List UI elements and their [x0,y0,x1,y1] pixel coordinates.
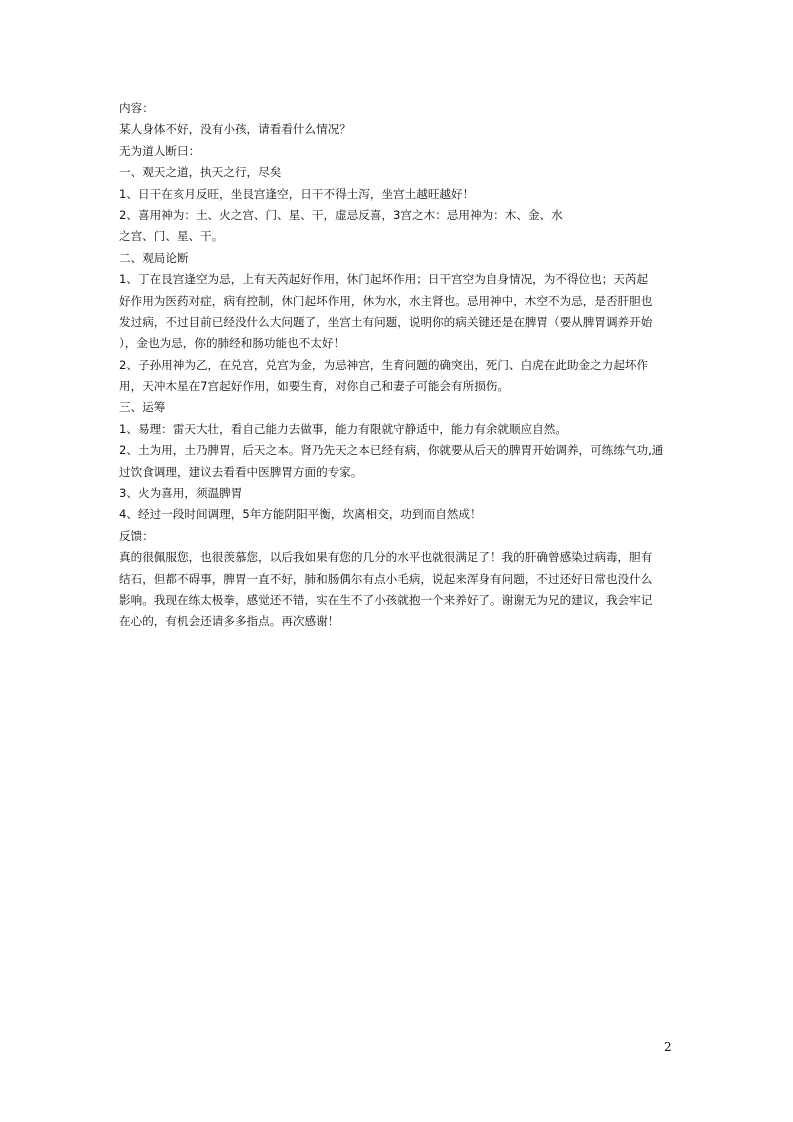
document-body [119,98,679,633]
paragraph-line: 用，天冲木星在7宫起好作用，如要生育，对你自己和妻子可能会有所损伤。 [119,379,509,394]
judgment-intro: 无为道人断曰： [119,143,201,158]
paragraph-line: ），金也为忌，你的肺经和肠功能也不太好！ [119,336,346,351]
paragraph-line: 之宫、门、星、干。 [119,229,224,244]
paragraph-line: 3、火为喜用，须温脾胃 [119,486,243,501]
paragraph-line: 发过病，不过目前已经没什么大问题了，坐宫土有问题，说明你的病关键还是在脾胃（要从脾胃调养开始 [119,314,653,329]
section-heading-2: 二、观局论断 [119,250,189,265]
content-label: 内容： [119,101,154,115]
paragraph-line: 1、日干在亥月反旺，坐艮宫逢空，日干不得土泻，坐宫土越旺越好！ [119,186,475,201]
feedback-line: 结石，但都不碍事，脾胃一直不好，肺和肠偶尔有点小毛病，说起来浑身有问题，不过还好日常也没什么 [119,571,653,586]
paragraph-line: 2、喜用神为：土、火之宫、门、星、干，虚忌反喜，3宫之木：忌用神为：木、金、水 [119,207,563,222]
feedback-line: 真的很佩服您，也很羡慕您，以后我如果有您的几分的水平也就很满足了！我的肝确曾感染过病毒，胆有 [119,550,653,565]
page-number: 2 [664,1040,672,1054]
paragraph-line: 4、经过一段时间调理，5年方能阴阳平衡，坎离相交，功到而自然成！ [119,507,482,522]
paragraph-line: 1、丁在艮宫逢空为忌，上有天芮起好作用，休门起坏作用；日干宫空为自身情况，为不得位也；天芮起 [119,272,649,287]
paragraph-line: 过饮食调理，建议去看看中医脾胃方面的专家。 [119,464,363,479]
paragraph-line: 好作用为医药对症，病有控制，休门起坏作用，休为水，水主肾也。忌用神中，木空不为忌，是否肝胆也 [119,293,653,308]
feedback-line: 在心的，有机会还请多多指点。再次感谢！ [119,614,340,629]
paragraph-line: 2、子孙用神为乙，在兑宫，兑宫为金，为忌神宫，生育问题的确突出，死门、白虎在此助金之力起坏作 [119,357,649,372]
section-heading-3: 三、运筹 [119,400,166,415]
question-text: 某人身体不好，没有小孩，请看看什么情况？ [119,122,351,137]
section-heading-1: 一、观天之道，执天之行，尽矣 [119,165,282,180]
paragraph-line: 2、土为用，土乃脾胃，后天之本。肾乃先天之本已经有病，你就要从后天的脾胃开始调养，可练练气功,通 [119,443,664,458]
feedback-label: 反馈： [119,528,154,543]
feedback-line: 影响。我现在练太极拳，感觉还不错，实在生不了小孩就抱一个来养好了。谢谢无为兄的建议，我会牢记 [119,592,653,607]
paragraph-line: 1、易理：雷天大壮，看自己能力去做事，能力有限就守静适中，能力有余就顺应自然。 [119,421,567,436]
